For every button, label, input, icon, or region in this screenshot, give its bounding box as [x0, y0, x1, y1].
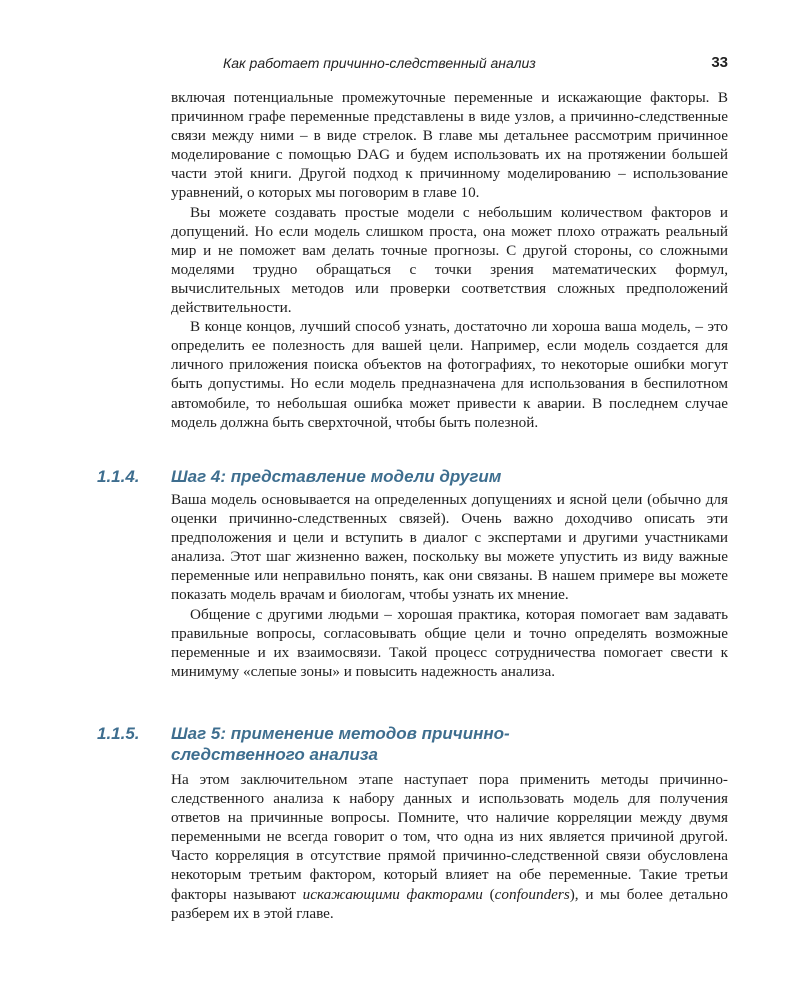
- section-number: 1.1.4.: [97, 467, 140, 486]
- paragraph: В конце концов, лучший способ узнать, достаточно ли хороша ваша модель, – это определить ее полезность для вашей цели. Например, если модель создается для личного приложения поиска объектов на фотографиях, то некоторые ошибки могут быть допустимы. Но если модель предназначена для использования в беспилотном автомобиле, то небольшая ошибка может привести к аварии. В последнем случае модель должна быть сверхточной, чтобы быть полезной.: [171, 318, 728, 431]
- paragraph-text: На этом заключительном этапе наступает пора применить методы причинно-следственного анализа к набору данных и использовать модель для получения ответов на причинные вопросы. Помните, что наличие корреляции между двумя переменными не всегда говорит о том, что одна из них является причиной другой. Часто корреляция в отсутствие прямой причинно-следственной связи обусловлена некоторым третьим фактором, который влияет на обе переменные. Такие третьи факторы называют: [171, 771, 728, 903]
- term-confounding-factors: искажающими факторами: [302, 885, 483, 903]
- section-number: 1.1.5.: [97, 724, 140, 743]
- section-title: Шаг 5: применение методов причинно-следственного анализа: [171, 724, 510, 764]
- section-title: Шаг 4: представление модели другим: [171, 467, 502, 486]
- section-1-1-4-text: [171, 490, 728, 681]
- paragraph: [171, 770, 728, 923]
- paragraph-text-end: ), и мы более детально разберем их в этой главе.: [171, 885, 729, 922]
- paren-open: (: [482, 885, 495, 903]
- section-1-1-5-text: [171, 770, 728, 923]
- section-heading-1-1-4: [97, 466, 737, 487]
- section-heading-1-1-5: [97, 723, 737, 765]
- page-number: 33: [711, 54, 728, 71]
- paragraph: включая потенциальные промежуточные переменные и искажающие факторы. В причинном графе переменные представлены в виде узлов, а причинно-следственные связи между ними – в виде стрелок. В главе мы детальнее рассмотрим причинное моделирование с помощью DAG и будем использовать их на протяжении большей части этой книги. Другой подход к причинному моделированию – использование уравнений, о которых мы поговорим в главе 10.: [171, 89, 728, 202]
- term-confounders: confounders: [494, 885, 570, 903]
- paragraph: Общение с другими людьми – хорошая практика, которая помогает вам задавать правильные вопросы, согласовывать общие цели и точно определять возможные переменные и их взаимосвязи. Такой процесс сотрудничества помогает свести к минимуму «слепые зоны» и повысить надежность анализа.: [171, 605, 728, 680]
- paragraph: Ваша модель основывается на определенных допущениях и ясной цели (обычно для оценки причинно-следственных связей). Очень важно доходчиво описать эти предположения и цели и вступить в диалог с экспертами и другими участниками анализа. Этот шаг жизненно важен, поскольку вы можете упустить из виду важные переменные или неправильно понять, как они связаны. В нашем примере вы можете показать модель врачам и биологам, чтобы узнать их мнение.: [171, 491, 728, 604]
- running-header-title: Как работает причинно-следственный анализ: [223, 55, 536, 71]
- intro-text-block: [171, 88, 728, 432]
- running-header: [170, 55, 728, 77]
- paragraph: Вы можете создавать простые модели с небольшим количеством факторов и допущений. Но если модель слишком проста, она может плохо отражать реальный мир и не поможет вам делать точные прогнозы. С другой стороны, со сложными моделями трудно обращаться с точки зрения математических формул, вычислительных методов или проверки соответствия сложных предположений действительности.: [171, 203, 728, 317]
